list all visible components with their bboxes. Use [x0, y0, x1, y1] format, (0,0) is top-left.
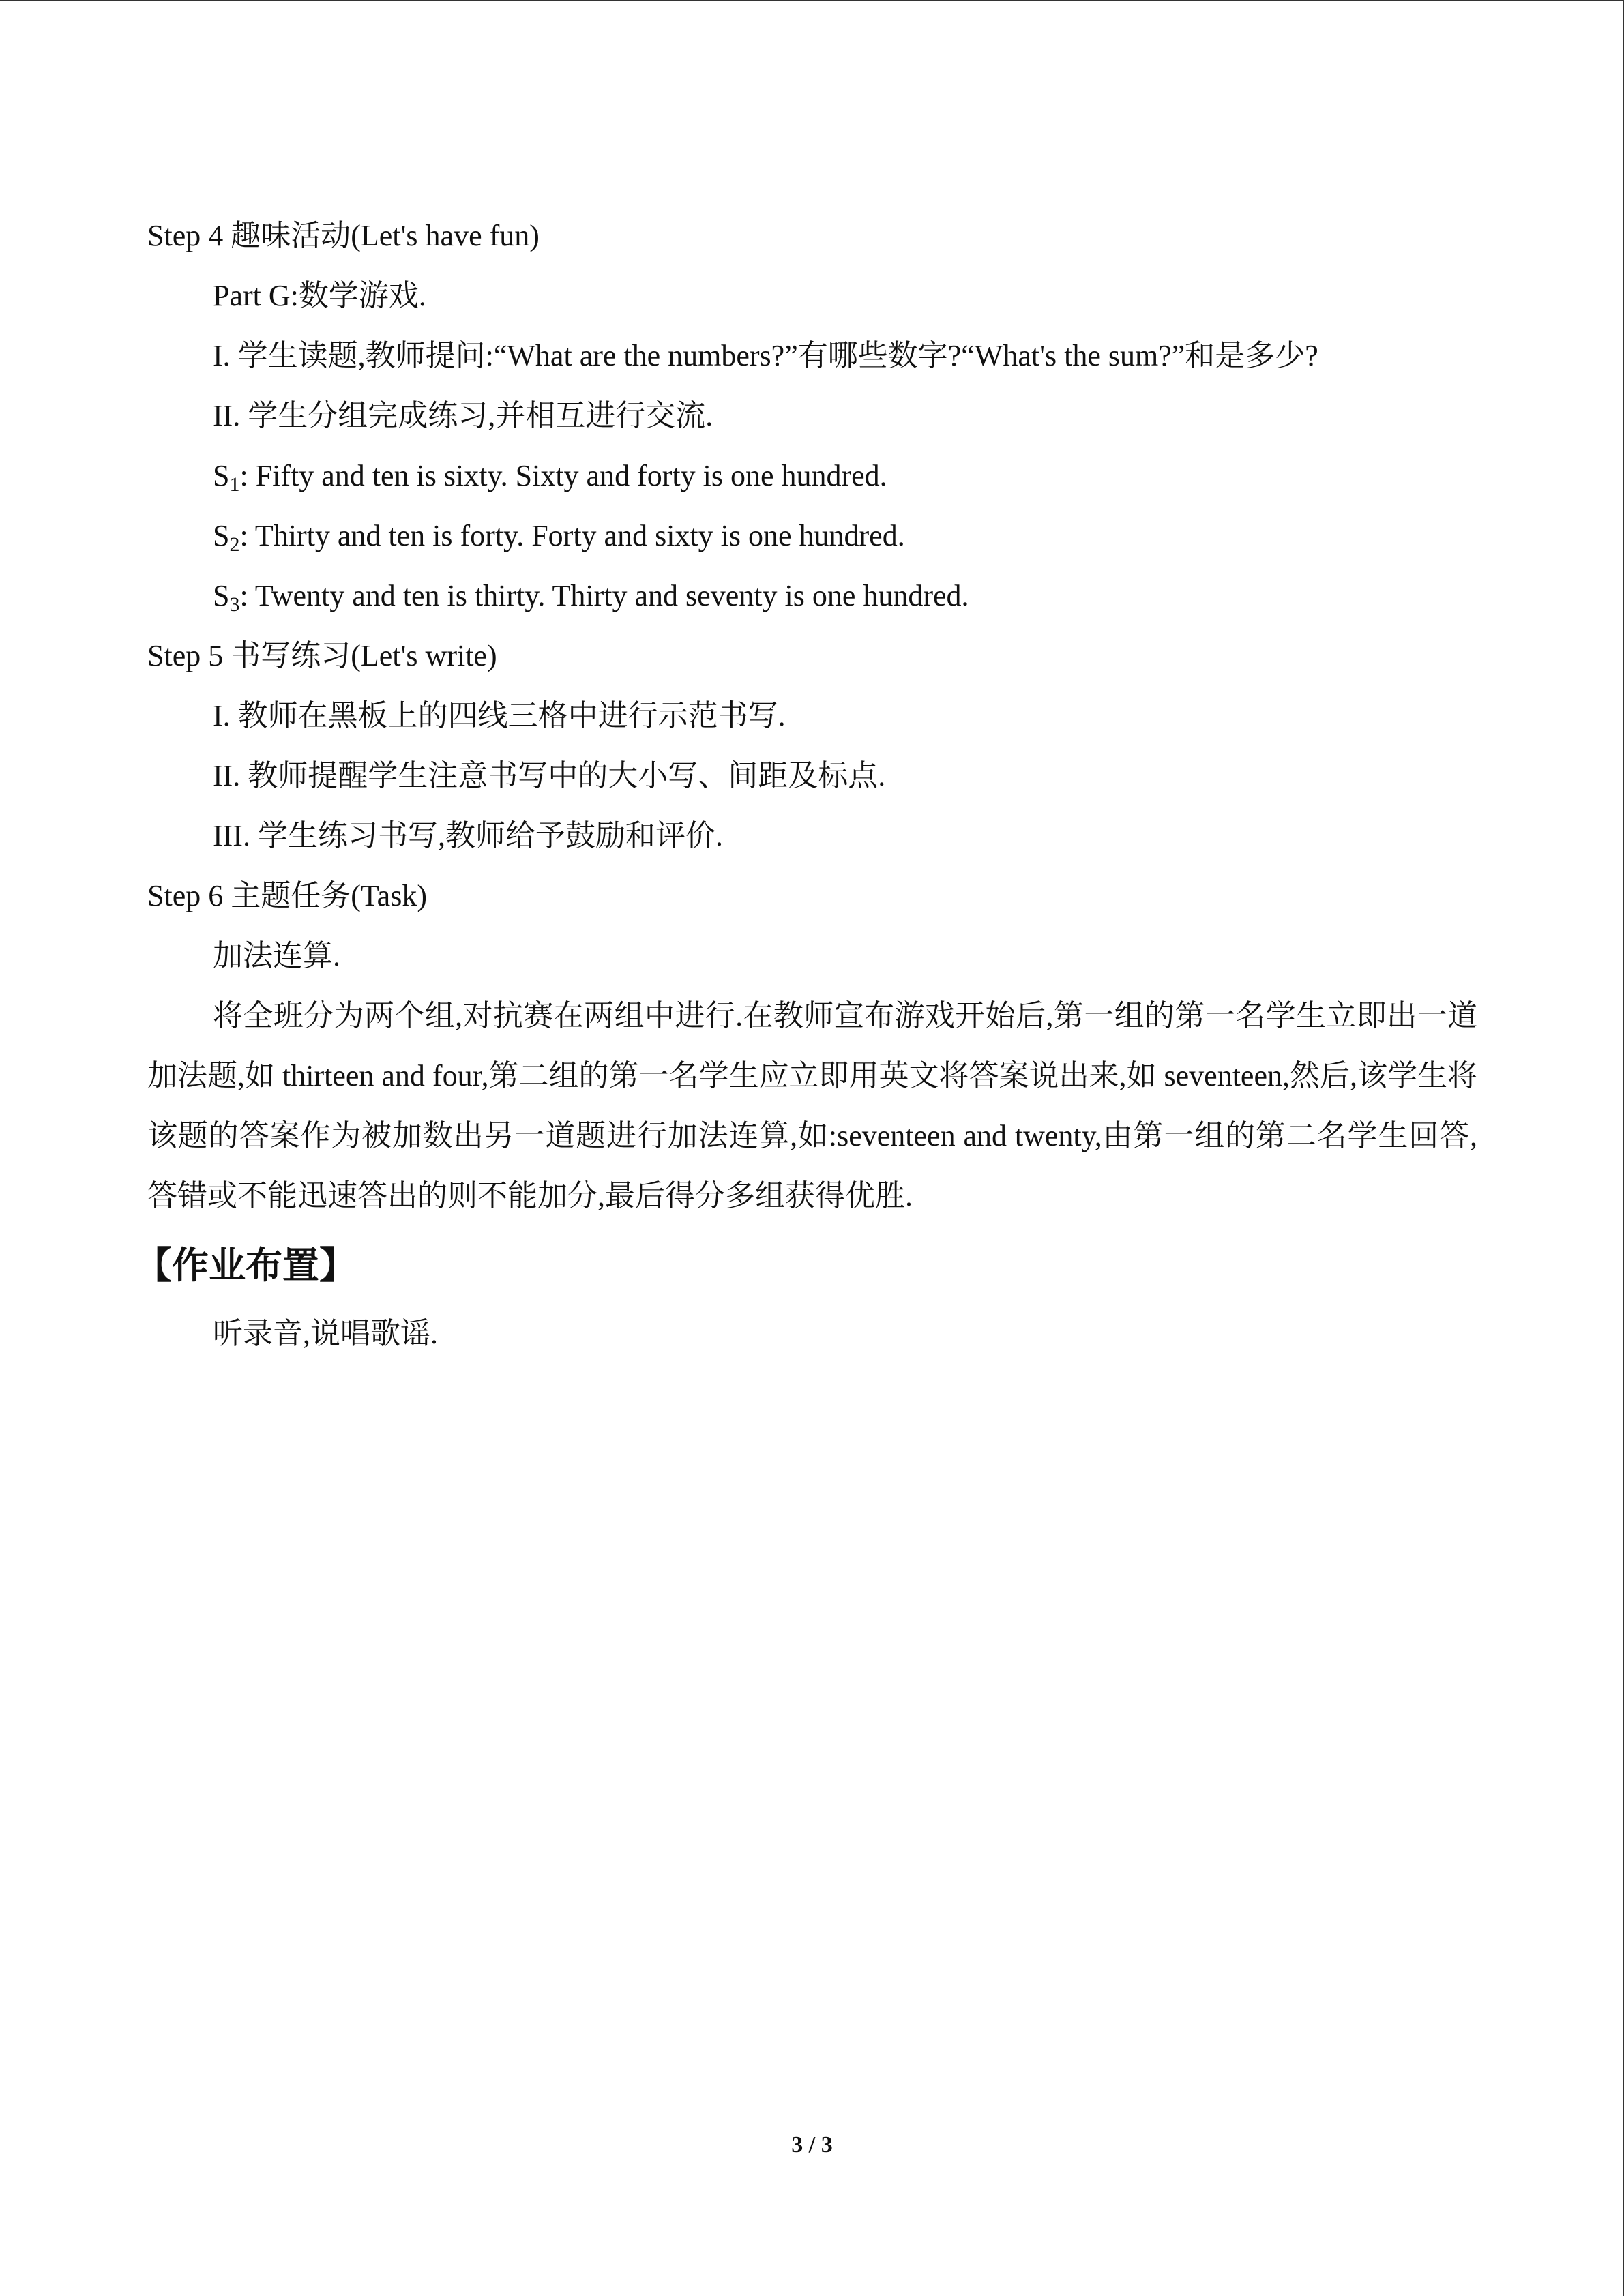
speaker-index: 2	[229, 533, 240, 556]
step4-part-title: Part G:数学游戏.	[213, 279, 426, 312]
step5-item-1: I. 教师在黑板上的四线三格中进行示范书写.	[213, 699, 786, 732]
speaker-index: 1	[229, 473, 240, 496]
dialogue-line-2	[147, 506, 1477, 566]
speaker-index: 3	[229, 593, 240, 616]
homework-heading: 【作业布置】	[135, 1244, 356, 1287]
homework-text: 听录音,说唱歌谣.	[213, 1317, 438, 1350]
step4-heading: Step 4 趣味活动(Let's have fun)	[147, 219, 540, 252]
document-body	[135, 206, 1477, 1364]
dialogue-text: : Fifty and ten is sixty. Sixty and forty is one hundred.	[239, 459, 887, 492]
step5-heading: Step 5 书写练习(Let's write)	[147, 639, 497, 672]
page-number: 3 / 3	[791, 2132, 833, 2158]
dialogue-text: : Thirty and ten is forty. Forty and sixty is one hundred.	[239, 519, 905, 552]
speaker-label: S	[213, 579, 230, 612]
step6-title: 加法连算.	[213, 939, 340, 972]
dialogue-text: : Twenty and ten is thirty. Thirty and seventy is one hundred.	[239, 579, 969, 612]
step6-body: 将全班分为两个组,对抗赛在两组中进行.在教师宣布游戏开始后,第一组的第一名学生立即出一道加法题,如 thirteen and four,第二组的第一名学生应立即用英文将答案说出来,如 seventeen,然后,该学生将该题的答案作为被加数出另一道题进行加法连算,如:seventeen and twenty,由第一组的第二名学生回答,答错或不能迅速答出的则不能加分,最后得分多组获得优胜.	[147, 999, 1477, 1212]
dialogue-line-3	[147, 566, 1477, 626]
speaker-label: S	[213, 519, 230, 552]
step5-item-3: III. 学生练习书写,教师给予鼓励和评价.	[213, 819, 723, 852]
step6-heading: Step 6 主题任务(Task)	[147, 879, 427, 912]
dialogue-line-1	[147, 446, 1477, 506]
step4-item-2: II. 学生分组完成练习,并相互进行交流.	[213, 399, 713, 432]
step5-item-2: II. 教师提醒学生注意书写中的大小写、间距及标点.	[213, 759, 886, 792]
step4-item-1: I. 学生读题,教师提问:“What are the numbers?”有哪些数字?“What's the sum?”和是多少?	[213, 339, 1318, 372]
speaker-label: S	[213, 459, 230, 492]
